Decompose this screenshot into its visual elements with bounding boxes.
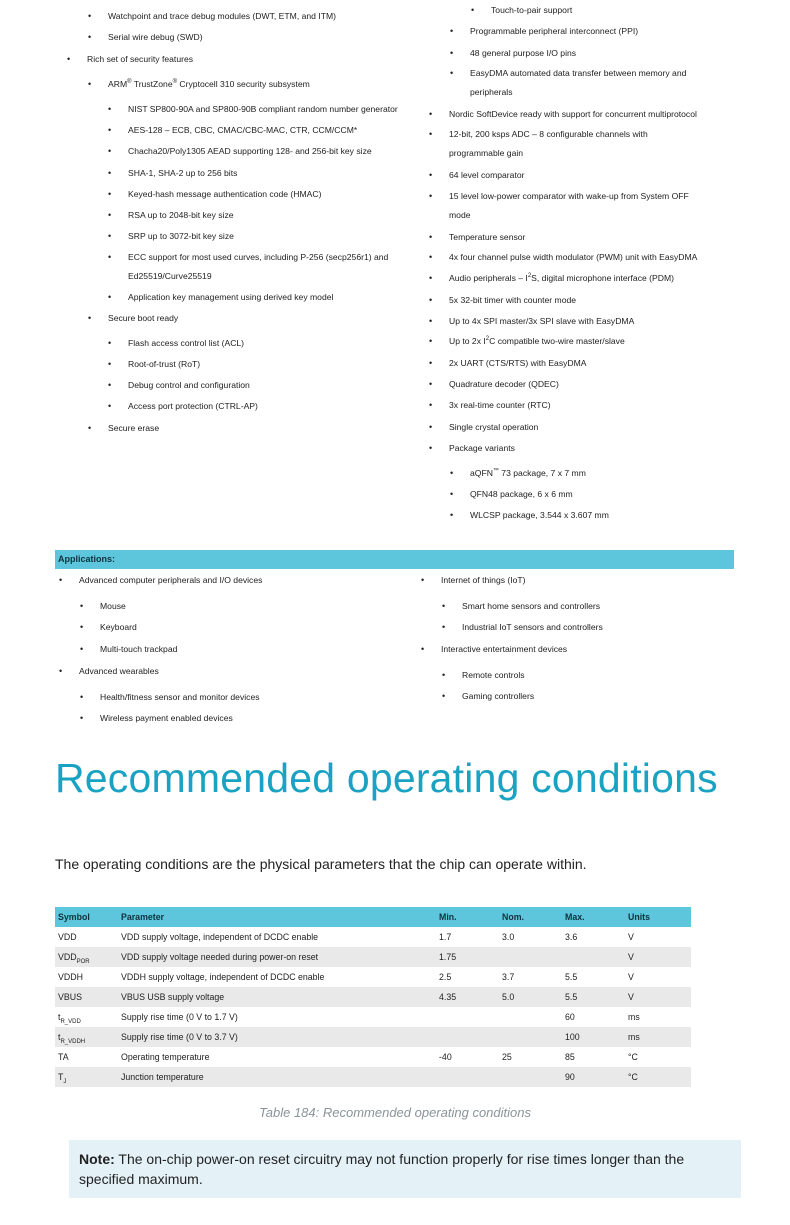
- list-item-text: Up to 4x SPI master/3x SPI slave with EasyDMA: [449, 316, 635, 326]
- table-row: [55, 1047, 691, 1067]
- section-heading: Recommended operating conditions: [55, 755, 718, 801]
- table-row: [55, 967, 691, 987]
- list-item: [462, 691, 534, 702]
- cell-parameter: VDD supply voltage, independent of DCDC enable: [121, 932, 319, 942]
- list-item-text: Watchpoint and trace debug modules (DWT, ETM, and ITM): [108, 11, 336, 21]
- header-units: Units: [625, 907, 691, 927]
- operating-conditions-table: [55, 907, 691, 1087]
- list-item-text: Application key management using derived key model: [128, 292, 334, 302]
- list-item-text: Programmable peripheral interconnect (PPI): [470, 26, 639, 36]
- list-item-text: Audio peripherals – I: [449, 273, 528, 283]
- symbol-subscript: POR: [76, 958, 90, 965]
- list-item-text: EasyDMA automated data transfer between memory and: [470, 68, 687, 78]
- list-item-text-continued: Ed25519/Curve25519: [128, 271, 212, 281]
- list-item: [100, 713, 233, 724]
- cell-units: ms: [625, 1027, 691, 1047]
- list-item-text: Secure erase: [108, 423, 160, 433]
- cell-units: °C: [628, 1052, 638, 1062]
- list-item-text: Touch-to-pair support: [491, 5, 573, 15]
- table-caption: Table 184: Recommended operating conditions: [259, 1105, 531, 1120]
- list-item-text: 3x real-time counter (RTC): [449, 400, 551, 410]
- superscript-mark: ®: [127, 79, 132, 86]
- cell-symbol: [55, 947, 118, 967]
- symbol-text: VDD: [58, 932, 77, 942]
- list-item-text: Access port protection (CTRL-AP): [128, 401, 258, 411]
- list-item-text: Keyed-hash message authentication code (HMAC): [128, 189, 322, 199]
- cell-nom: [499, 1027, 562, 1047]
- list-item-text: Debug control and configuration: [128, 380, 250, 390]
- cell-max: 60: [565, 1012, 575, 1022]
- list-item-text: Multi-touch trackpad: [100, 644, 178, 654]
- list-item-text: 15 level low-power comparator with wake-up from System OFF: [449, 191, 689, 201]
- cell-min: [436, 1067, 499, 1087]
- cell-units: V: [625, 947, 691, 967]
- list-item-text: ARM: [108, 79, 128, 89]
- cell-nom: 3.7: [502, 972, 515, 982]
- list-item-text: Package variants: [449, 443, 515, 453]
- cell-max: 5.5: [562, 987, 625, 1007]
- symbol-text: TA: [58, 1052, 69, 1062]
- symbol-text: T: [58, 1072, 64, 1082]
- list-item-text: ECC support for most used curves, including P-256 (secp256r1) and: [128, 252, 389, 262]
- list-item-text: Advanced computer peripherals and I/O devices: [79, 575, 263, 585]
- list-item-text: SRP up to 3072-bit key size: [128, 231, 234, 241]
- symbol-text: VDD: [58, 952, 77, 962]
- cell-parameter: Supply rise time (0 V to 1.7 V): [121, 1012, 238, 1022]
- cell-min: 2.5: [439, 972, 452, 982]
- cell-parameter: VDDH supply voltage, independent of DCDC enable: [121, 972, 325, 982]
- list-item-text: 12-bit, 200 ksps ADC – 8 configurable channels with: [449, 129, 648, 139]
- list-item-text: Root-of-trust (RoT): [128, 359, 201, 369]
- cell-symbol: [55, 1047, 118, 1067]
- cell-min: 1.7: [439, 932, 452, 942]
- cell-max: 5.5: [565, 972, 578, 982]
- note-text: The on-chip power-on reset circuitry may not function properly for rise times longer than the specified maximum.: [79, 1151, 685, 1187]
- list-item-text: Advanced wearables: [79, 666, 159, 676]
- list-item: [441, 644, 567, 655]
- list-item-text: Chacha20/Poly1305 AEAD supporting 128- and 256-bit key size: [128, 146, 372, 156]
- cell-symbol: [55, 967, 118, 987]
- list-item-text: Secure boot ready: [108, 313, 179, 323]
- list-item-text: Mouse: [100, 601, 126, 611]
- note-label: Note:: [79, 1151, 115, 1167]
- cell-symbol: [55, 987, 118, 1007]
- list-item-text: Remote controls: [462, 670, 525, 680]
- cell-max: 3.6: [565, 932, 578, 942]
- cell-nom: 25: [502, 1052, 512, 1062]
- list-item: [441, 575, 526, 586]
- cell-parameter: Operating temperature: [121, 1052, 210, 1062]
- symbol-subscript: J: [63, 1078, 67, 1085]
- list-item-text: Single crystal operation: [449, 422, 539, 432]
- cell-parameter: VDD supply voltage needed during power-on reset: [118, 947, 436, 967]
- symbol-subscript: R_VDD: [60, 1018, 81, 1025]
- list-item-text: 5x 32-bit timer with counter mode: [449, 295, 577, 305]
- list-item-text: AES-128 – ECB, CBC, CMAC/CBC-MAC, CTR, CCM/CCM*: [128, 125, 358, 135]
- table-row: [55, 947, 691, 967]
- symbol-text: VDDH: [58, 972, 83, 982]
- list-item-text: Wireless payment enabled devices: [100, 713, 233, 723]
- list-item-text: 48 general purpose I/O pins: [470, 48, 577, 58]
- list-item-text: Nordic SoftDevice ready with support for concurrent multiprotocol: [449, 109, 697, 119]
- cell-units: ms: [628, 1012, 640, 1022]
- cell-max: 85: [565, 1052, 575, 1062]
- cell-symbol: [55, 927, 118, 947]
- symbol-text: VBUS: [58, 992, 82, 1002]
- list-item-text: Up to 2x I: [449, 336, 486, 346]
- cell-symbol: [55, 1007, 118, 1027]
- cell-min: -40: [439, 1052, 452, 1062]
- list-item-text: S, digital microphone interface (PDM): [531, 273, 674, 283]
- cell-units: V: [625, 987, 691, 1007]
- list-item-text: SHA-1, SHA-2 up to 256 bits: [128, 168, 238, 178]
- cell-nom: [499, 1067, 562, 1087]
- list-item-text: WLCSP package, 3.544 x 3.607 mm: [470, 510, 609, 520]
- list-item-text: Health/fitness sensor and monitor devices: [100, 692, 260, 702]
- symbol-text: t: [58, 1012, 61, 1022]
- section-intro: The operating conditions are the physical parameters that the chip can operate within.: [55, 856, 587, 872]
- list-item-text: 64 level comparator: [449, 170, 525, 180]
- cell-min: 1.75: [436, 947, 499, 967]
- cell-units: °C: [625, 1067, 691, 1087]
- table-row: [55, 927, 691, 947]
- list-item-text: Rich set of security features: [87, 54, 194, 64]
- header-min: Min.: [436, 907, 499, 927]
- cell-units: V: [628, 972, 634, 982]
- list-item-text-continued: programmable gain: [449, 148, 524, 158]
- cell-parameter: Supply rise time (0 V to 3.7 V): [118, 1027, 436, 1047]
- list-item-text: Gaming controllers: [462, 691, 535, 701]
- cell-min: [436, 1027, 499, 1047]
- cell-symbol: [55, 1027, 118, 1047]
- list-item-text: aQFN: [470, 468, 493, 478]
- list-item-text: Industrial IoT sensors and controllers: [462, 622, 603, 632]
- superscript-mark: ®: [172, 79, 178, 86]
- cell-symbol: [55, 1067, 118, 1087]
- list-item: [462, 601, 600, 612]
- table-row: [55, 1067, 691, 1087]
- applications-title: Applications:: [58, 554, 116, 564]
- table-header-row: [55, 907, 691, 927]
- header-parameter: Parameter: [118, 907, 436, 927]
- list-item-text: C compatible two-wire master/slave: [489, 336, 625, 346]
- list-item-text: RSA up to 2048-bit key size: [128, 210, 234, 220]
- cell-nom: 5.0: [499, 987, 562, 1007]
- symbol-subscript: R_VDDH: [60, 1038, 86, 1045]
- superscript-mark: ™: [492, 468, 499, 475]
- cell-min: 4.35: [436, 987, 499, 1007]
- cell-nom: [499, 1007, 562, 1027]
- cell-parameter: VBUS USB supply voltage: [118, 987, 436, 1007]
- header-nom: Nom.: [499, 907, 562, 927]
- cell-max: 100: [562, 1027, 625, 1047]
- list-item-text: 4x four channel pulse width modulator (PWM) unit with EasyDMA: [449, 252, 698, 262]
- superscript-mark: 2: [527, 273, 532, 280]
- list-item-text: 2x UART (CTS/RTS) with EasyDMA: [449, 358, 587, 368]
- list-item: [462, 670, 525, 681]
- table-row: [55, 1007, 691, 1027]
- list-item-text: QFN48 package, 6 x 6 mm: [470, 489, 573, 499]
- list-item-text-continued: peripherals: [470, 87, 513, 97]
- list-item-text: Cryptocell 310 security subsystem: [177, 79, 310, 89]
- list-item-text: Interactive entertainment devices: [441, 644, 568, 654]
- list-item-text: Serial wire debug (SWD): [108, 32, 203, 42]
- cell-units: V: [628, 932, 634, 942]
- list-item-text: Keyboard: [100, 622, 137, 632]
- table-row: [55, 987, 691, 1007]
- note-box: [69, 1140, 741, 1198]
- list-item-text: Internet of things (IoT): [441, 575, 526, 585]
- list-item-text: 73 package, 7 x 7 mm: [498, 468, 586, 478]
- cell-nom: [499, 947, 562, 967]
- header-symbol: Symbol: [55, 907, 118, 927]
- cell-min: [436, 1007, 499, 1027]
- table-row: [55, 1027, 691, 1047]
- list-item-text: Temperature sensor: [449, 232, 526, 242]
- list-item-text: NIST SP800-90A and SP800-90B compliant random number generator: [128, 104, 398, 114]
- cell-max: [562, 947, 625, 967]
- header-max: Max.: [562, 907, 625, 927]
- list-item-text: Quadrature decoder (QDEC): [449, 379, 559, 389]
- list-item-text: TrustZone: [131, 79, 173, 89]
- list-item: [462, 622, 603, 633]
- list-item-text: Smart home sensors and controllers: [462, 601, 601, 611]
- list-item-text: Flash access control list (ACL): [128, 338, 245, 348]
- superscript-mark: 2: [485, 336, 490, 343]
- symbol-text: t: [58, 1032, 61, 1042]
- cell-nom: 3.0: [502, 932, 515, 942]
- cell-parameter: Junction temperature: [118, 1067, 436, 1087]
- cell-max: 90: [562, 1067, 625, 1087]
- list-item-text-continued: mode: [449, 210, 471, 220]
